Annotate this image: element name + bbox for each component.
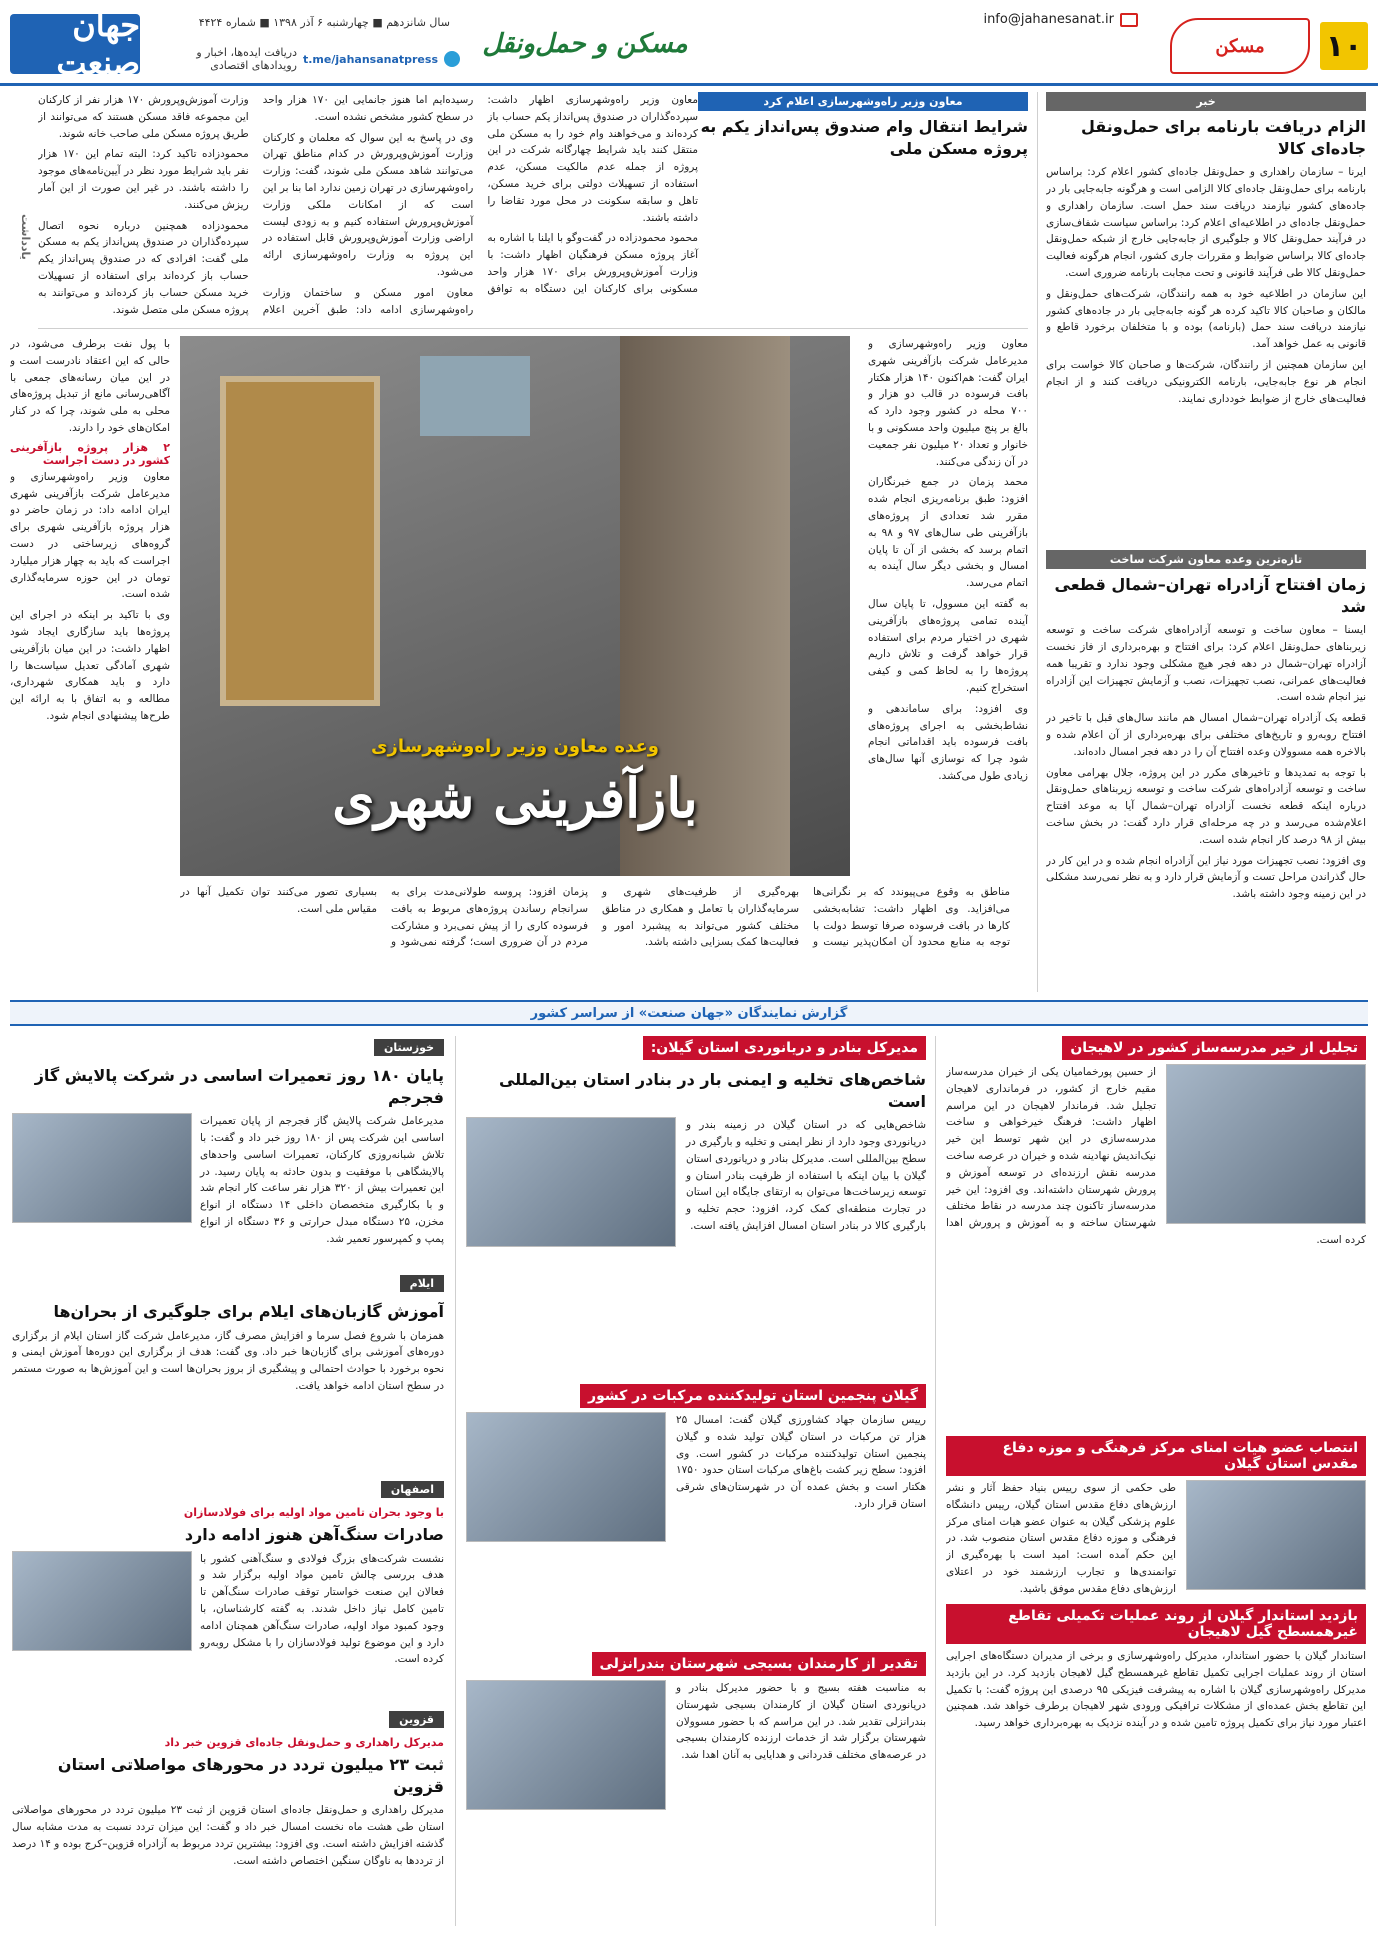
telegram-url: t.me/jahansanatpress [303,52,438,66]
article-headline: گیلان پنجمین استان تولیدکننده مرکبات در کشور [580,1384,926,1408]
article-kicker: تازه‌ترین وعده معاون شرکت ساخت [1046,550,1366,569]
telegram-link[interactable] [150,46,460,72]
region-tag: خوزستان [374,1039,444,1056]
article-body [1046,622,1366,903]
article-headline: تقدیر از کارمندان بسیجی شهرستان بندرانزلی [592,1652,926,1676]
article-headline: زمان افتتاح آزادراه تهران–شمال قطعی شد [1054,575,1366,616]
paragraph: وی در پاسخ به این سوال که معلمان و کارکنان وزارت آموزش‌وپرورش در کدام مناطق تهران می‌توانند شاهد مسکن ملی شوند، گفت: وزارت راه‌وشهرسازی در تهران زمین ندارد اما بنا بر این است که از امکانات ملکی وزارت آموزش‌وپرورش استفاده کنیم و به زودی لیست اراضی وزارت آموزش‌وپرورش قابل استفاده در این پروژه به وزارت راه‌وشهرسازی ارائه می‌شود. [262,131,474,278]
article-headline: انتصاب عضو هیات امنای مرکز فرهنگی و موزه دفاع مقدس استان گیلان [946,1436,1366,1476]
photo-window [420,356,530,436]
article-headline: شاخص‌های تخلیه و ایمنی بار در بنادر استان بین‌المللی است [498,1070,926,1111]
article-body: نشست شرکت‌های بزرگ فولادی و سنگ‌آهنی کشور با هدف بررسی چالش تامین مواد اولیه برگزار شد و فعالان این صنعت خواستار توقف صادرات سنگ‌آهن تا تامین کامل نیاز داخل شدند. به گفته کارشناسان، با وجود کمبود مواد اولیه، صادرات سنگ‌آهن همچنان ادامه دارد و این موضوع تولید فولادسازان را با مشکل روبه‌رو کرده است. [200,1552,444,1666]
paragraph: محمود محمودزاده در گفت‌وگو با ایلنا با اشاره به آغاز پروژه مسکن فرهنگیان اظهار داشت: با وزارت آموزش‌وپرورش برای ۱۷۰ هزار واحد مسکونی برای کارکنان این دستگاه به توافق رسیده‌ایم اما هنوز جانمایی این ۱۷۰ هزار واحد در سطح کشور مشخص نشده است. [262,94,699,295]
article-kicker: مدیرکل راهداری و حمل‌ونقل جاده‌ای قزوین خبر داد [164,1736,444,1749]
article-body: به مناسبت هفته بسیج و با حضور مدیرکل بنادر و دریانوردی استان گیلان از کارمندان بسیجی شهرستان بندرانزلی تقدیر شد. در این مراسم که با حضور مسوولان شهرستان برگزار شد از خدمات ارزنده کارمندان بسیجی در عرصه‌های مختلف قدردانی و هدایایی به آنان اهدا شد. [676,1682,926,1762]
article-body: مدیرکل راهداری و حمل‌ونقل جاده‌ای استان قزوین از ثبت ۲۳ میلیون تردد در محورهای مواصلاتی استان طی هشت ماه نخست امسال خبر داد و گفت: این میزان تردد نسبت به مدت مشابه سال گذشته افزایش داشته است. وی افزود: بیشترین تردد مربوط به آزادراه قزوین–کرج بوده و ۱۴ درصد از ترددها به ناوگان سنگین اختصاص داشته است. [12,1804,444,1867]
paragraph: قطعه یک آزادراه تهران–شمال امسال هم مانند سال‌های قبل با تاخیر در افتتاح روبه‌رو و تاریخ‌های مختلفی برای بهره‌برداری از آن اعلام شده و بالاخره همه مسوولان وعده افتتاح آن را در دهه فجر امسال داده‌اند. [1046,712,1366,758]
paragraph: محمودزاده تاکید کرد: البته تمام این ۱۷۰ هزار نفر باید شرایط مورد نظر در آیین‌نامه‌های موجود را داشته باشند. در غیر این صورت از این آمار ریزش می‌کنند. [38,148,249,211]
section-title: مسکن و حمل‌ونقل [482,29,688,59]
article-body: رییس سازمان جهاد کشاورزی گیلان گفت: امسال ۲۵ هزار تن مرکبات در استان گیلان تولید شده و گیلان پنجمین استان تولیدکننده مرکبات در کشور است. وی افزود: سطح زیر کشت باغ‌های مرکبات استان حدود ۱۷۵۰ هکتار است و بخش عمده آن در شهرستان‌های شرقی استان قرار دارد. [676,1414,926,1510]
article-headline-lead: مدیرکل بنادر و دریانوردی استان گیلان: [643,1036,926,1060]
article-gilan-citrus [466,1384,926,1644]
article-freeway [1046,550,1366,990]
article-headline: تجلیل از خیر مدرسه‌ساز کشور در لاهیجان [1062,1036,1366,1060]
article-body: از حسین پورخمامیان یکی از خیران مدرسه‌ساز مقیم خارج از کشور، در فرمانداری لاهیجان تجلیل شد. فرماندار لاهیجان در این مراسم اظهار داشت: فرهنگ خیرخواهی و ساخت مدرسه‌سازی در این شهر توسط این خیر نیک‌اندیش نهادینه شده و خیران در عرصه ساخت مدرسه نقش ارزنده‌ای در توسعه آموزش و پرورش شهرستان داشته‌اند. وی افزود: این خیر مدرسه‌ساز تاکنون چند مدرسه در نقاط مختلف شهرستان ساخته و به آموزش و پرورش اهدا کرده است. [946,1066,1366,1246]
subheading: ۲ هزار پروژه بازآفرینی کشور در دست اجراست [10,440,170,467]
issue-line: سال شانزدهم ■ چهارشنبه ۶ آذر ۱۳۹۸ ■ شماره ۴۴۲۴ [198,16,450,29]
article-lahijan [946,1036,1366,1428]
paragraph: وی افزود: برای ساماندهی و نشاط‌بخشی به اجرای پروژه‌های بافت فرسوده باید اقداماتی انجام شود چرا که نوسازی آنها سال‌های زیادی طول می‌کشد. [868,702,1028,782]
paragraph: معاون وزیر راه‌وشهرسازی و مدیرعامل شرکت بازآفرینی شهری ایران ادامه داد: در زمان حاضر دو هزار پروژه بازآفرینی شهری برای گروه‌های زیرساختی در دست اجراست که باید به چهار هزار میلیارد تومان در این حوزه سرمایه‌گذاری شده است. [10,470,170,601]
ports-director-photo [466,1117,676,1247]
regeneration-bottom [180,884,1010,992]
article-body: مدیرعامل شرکت پالایش گاز فجرجم از پایان تعمیرات اساسی این شرکت پس از ۱۸۰ روز خبر داد و گفت: با تلاش شبانه‌روزی کارکنان، تعمیرات اساسی واحدهای پالایشگاهی با موفقیت و بدون حادثه به پایان رسید. در این تعمیرات بیش از ۳۲۰ هزار نفر ساعت کار انجام شد و با بکارگیری متخصصان داخلی ۱۴ دستگاه از انواع مخزن، ۲۵ دستگاه مبدل حرارتی و ۳۶ دستگاه از انواع پمپ و کمپرسور تعمیر شد. [200,1115,444,1245]
article-headline: ثبت ۲۳ میلیون تردد در محورهای مواصلاتی استان قزوین [57,1755,444,1796]
article-headline: آموزش گازبان‌های ایلام برای جلوگیری از بحران‌ها [53,1302,444,1321]
paragraph: معاون وزیر راه‌وشهرسازی اظهار داشت: سپرده‌گذاران در صندوق پس‌انداز یکم حساب باز کرده‌اند و می‌خواهند وام خود را به مسکن ملی منتقل کنند باید شرایط چهارگانه شرکت در این پروژه از جمله عدم مالکیت مسکن، عدم استفاده از تسهیلات دولتی برای خرید مسکن، تاهل و سابقه سکونت در محل مورد تقاضا را داشته باشند. [487,94,698,224]
article-body: همزمان با شروع فصل سرما و افزایش مصرف گاز، مدیرعامل شرکت گاز استان ایلام از برگزاری دوره‌های آموزشی برای گازبان‌ها خبر داد. وی گفت: هدف از برگزاری این دوره‌ها آموزش ایمنی و نحوه برخورد با حوادث احتمالی و پیشگیری از بروز بحران‌ها است و این آموزش‌ها به صورت مستمر در سطح استان ادامه خواهد یافت. [12,1329,444,1392]
divider [38,328,1028,329]
paragraph: معاون امور مسکن و ساختمان وزارت راه‌وشهرسازی ادامه داد: طبق آخرین اعلام وزارت آموزش‌وپرورش ۱۷۰ هزار نفر از کارکنان این مجموعه فاقد مسکن هستند که می‌توانند از طریق پروژه مسکن ملی صاحب خانه شوند. [38,94,474,316]
paragraph: وی با تاکید بر اینکه در اجرای این پروژه‌ها باید سازگاری ایجاد شود اظهار داشت: در این میان بازآفرینی شهری آمادگی تعدیل سیاست‌ها را دارد و باید همکاری شهرداری، مطالعه و به اتفاق با به ارائه این طرح‌ها پیشنهادی انجام شود. [10,609,170,722]
article-body: استاندار گیلان با حضور استاندار، مدیرکل راه‌وشهرسازی و برخی از مدیران دستگاه‌های اجرایی استان از روند عملیات اجرایی تکمیل تقاطع غیرهمسطح گیل لاهیجان بازدید کرد. در این بازدید مدیرکل راه‌وشهرسازی گیلان با اشاره به پیشرفت فیزیکی ۹۵ درصدی این پروژه گفت: با تکمیل این تقاطع بخش عمده‌ای از مشکلات ترافیکی ورودی شهر لاهیجان برطرف خواهد شد. همچنین اعتبار مورد نیاز برای تکمیل پروژه تامین شده و در آینده نزدیک به بهره‌برداری خواهد رسید. [946,1650,1366,1730]
article-ilam [12,1272,444,1472]
lahijan-photo [1166,1064,1366,1224]
feature-photo [180,336,850,876]
article-khuzestan [12,1036,444,1266]
paragraph: معاون وزیر راه‌وشهرسازی و مدیرعامل شرکت بازآفرینی شهری ایران گفت: هم‌اکنون ۱۴۰ هزار هکتار بافت فرسوده در قالب دو هزار و ۷۰۰ محله در کشور وجود دارد که بالغ بر پنج میلیون واحد مسکونی و با خانوار و تعداد ۲۰ میلیون نفر جمعیت در آن زندگی می‌کنند. [868,338,1028,468]
appointee-photo [1186,1480,1366,1590]
article-gilan-basij [466,1652,926,1926]
steel-executive-photo [12,1551,192,1651]
mail-icon [1120,13,1138,27]
newspaper-logo: جهان صنعت [10,14,140,74]
email-address: info@jahanesanat.ir [983,12,1114,27]
article-body [10,336,170,725]
paragraph: ایسنا – معاون ساخت و توسعه آزادراه‌های شرکت ساخت و توسعه زیربناهای حمل‌ونقل اعلام کرد: برای افتتاح و بهره‌برداری از فاز نخست آزادراه تهران–شمال در دهه فجر هیچ مشکلی وجود ندارد و تقریبا همه فعالیت‌های عمرانی، نصب تجهیزات، نصب و آزمایش تجهیزات این آزادراه نیز انجام شده است. [1046,624,1366,704]
telegram-icon [444,51,460,67]
column-rule [1037,92,1038,992]
column-rule [935,1036,936,1926]
region-tag: قزوین [389,1711,444,1728]
article-body: طی حکمی از سوی رییس بنیاد حفظ آثار و نشر ارزش‌های دفاع مقدس استان گیلان، رییس دانشگاه علوم پزشکی گیلان به عنوان عضو هیات امنای مرکز فرهنگی و موزه دفاع مقدس استان منصوب شد. در این حکم آمده است: امید است با بهره‌گیری از توانمندی‌ها و تجارب ارزشمند خود در اعتلای ارزش‌های دفاع مقدس موفق باشید. [946,1482,1176,1595]
article-body [1046,164,1366,407]
article-headline: صادرات سنگ‌آهن هنوز ادامه دارد [184,1525,444,1544]
article-isfahan [12,1478,444,1702]
article-kicker: معاون وزیر راه‌وشهرسازی اعلام کرد [698,92,1028,111]
paragraph: به گفته این مسوول، تا پایان سال آینده تمامی پروژه‌های بازآفرینی شهری در اختیار مردم برای استفاده قرار خواهد گرفت و تلاش داریم پروژه‌ها را به لحاظ کمی و کیفی استخراج کنیم. [868,597,1028,694]
feature-title: بازآفرینی شهری [332,766,698,830]
article-gilan-culture [946,1436,1366,1596]
article-kicker: با وجود بحران تامین مواد اولیه برای فولادسازان [183,1506,444,1519]
region-tag: ایلام [400,1275,444,1292]
refinery-workers-photo [12,1113,192,1223]
paragraph: محمودزاده همچنین درباره نحوه اتصال سپرده‌گذاران در صندوق پس‌انداز یکم به مسکن ملی گفت: افرادی که در صندوق پس‌انداز یکم حساب باز کرده‌اند برای استفاده از تسهیلات خرید مسکن حساب باز کرده‌اند و می‌توانند به پروژه مسکن ملی متصل شوند. [38,219,249,316]
paragraph: این سازمان همچنین از رانندگان، شرکت‌ها و صاحبان کالا خواست برای انجام هر نوع جابه‌جایی، بارنامه الکترونیکی دریافت کنند و از انجام فعالیت‌های خارج از ضوابط خودداری نمایند. [1046,358,1366,405]
article-body: شاخص‌هایی که در استان گیلان در زمینه بندر و دریانوردی وجود دارد از نظر ایمنی و تخلیه و بارگیری در سطح بین‌المللی است. مدیرکل بنادر و دریانوردی استان گیلان با بیان اینکه با استفاده از ظرفیت بنادر استان و توسعه زیرساخت‌ها می‌توان به ارتقای جایگاه این استان در تجارت منطقه‌ای کمک کرد، افزود: حجم تخلیه و بارگیری کالا در بنادر استان امسال افزایش یافته است. [686,1119,926,1232]
paragraph: با توجه به تمدیدها و تاخیرهای مکرر در این پروژه، جلال بهرامی معاون ساخت و توسعه آزادراه‌های شرکت ساخت و توسعه زیربناهای حمل‌ونقل درباره اینکه قطعه نخست آزادراه تهران–شمال آیا به موعد افتتاح اعلام‌شده می‌رسد و در چه مرحله‌ای قرار دارد گفت: در بخش ساخت بیش از ۹۸ درصد کار انجام شده است. [1046,766,1366,846]
paragraph: مناطق به وقوع می‌پیوندد که بر نگرانی‌ها می‌افزاید. وی اظهار داشت: تشابه‌بخشی کارها در بافت فرسوده صرفا توسط دولت با توجه به منابع محدود آن امکان‌پذیر نیست و بهره‌گیری از ظرفیت‌های شهری و سرمایه‌گذاران با تعامل و همکاری در مناطق مختلف کشور می‌تواند به پیشبرد امور و فعالیت‌ها کمک بسزایی داشته باشد. [602,886,1010,949]
paragraph: وی افزود: نصب تجهیزات مورد نیاز این آزادراه انجام شده و در این کار در حال گذراندن مراحل تست و آزمایش قرار دارد و به نظر نمی‌رسد مشکلی در این زمینه وجود داشته باشد. [1046,854,1366,901]
side-note: یادداشت [19,214,32,260]
page-number: ۱۰ [1320,22,1368,70]
article-body [180,884,1010,951]
email-contact[interactable] [983,12,1138,27]
article-qazvin [12,1708,444,1926]
region-tag: اصفهان [381,1481,444,1498]
regeneration-col-right [868,336,1028,876]
telegram-label: دریافت ایده‌ها، اخبار و رویدادهای اقتصادی [196,46,297,72]
basij-ceremony-photo [466,1680,666,1810]
regeneration-col-left [10,336,170,876]
article-body [868,336,1028,785]
feature-kicker: وعده معاون وزیر راه‌وشهرسازی [371,736,659,757]
article-headline: الزام دریافت بارنامه برای حمل‌ونقل جاده‌ای کالا [1080,117,1366,158]
paragraph: این سازمان در اطلاعیه خود به همه رانندگان، شرکت‌های حمل‌ونقل و مالکان و صاحبان کالا تاکید کرده هر گونه جابه‌جایی بار در جاده‌های کشور نیازمند دریافت سند حمل (بارنامه) بوده و با متخلفان برخورد قاطع و قانونی به عمل خواهد آمد. [1046,287,1366,351]
article-kicker: خبر [1046,92,1366,111]
article-housing-fund [38,92,1028,324]
citrus-official-photo [466,1412,666,1542]
article-headline: شرایط انتقال وام صندوق پس‌انداز یکم به پروژه مسکن ملی [700,117,1028,158]
article-gilan-governor [946,1604,1366,1926]
article-headline: بازدید استاندار گیلان از روند عملیات تکمیلی تقاطع غیرهمسطح گیل لاهیجان [946,1604,1366,1644]
paragraph: ایرنا – سازمان راهداری و حمل‌ونقل جاده‌ای کشور اعلام کرد: براساس بارنامه برای حمل‌ونقل جاده‌ای کالا الزامی است و هرگونه جابه‌جایی بار در جاده‌های کشور نیازمند دریافت سند حمل است. سازمان راهداری و حمل‌ونقل جاده‌ای در اطلاعیه‌ای اعلام کرد: براساس سیاست شفاف‌سازی در فرآیند حمل‌ونقل کالا و جلوگیری از جابه‌جایی خارج از شبکه حمل‌ونقل جاده‌ای کالا براساس ضوابط و مقررات جاری کشور، انجام هرگونه فعالیت حمل‌ونقل کالا طی فرآیند قانونی و تحت مجابت بارنامه ضروری است. [1046,166,1366,279]
article-gilan-ports [466,1036,926,1376]
paragraph: با پول نفت برطرف می‌شود، در حالی که این اعتقاد نادرست است و در این میان رسانه‌های جمعی با آگاهی‌رسانی مانع از تبدیل پروژه‌های محلی به ملی شوند، چرا که در کنار امکان‌های خود را دارند. [10,338,170,434]
section-logo: مسکن [1170,18,1310,74]
article-body [38,92,698,318]
article-cargo [1046,92,1366,542]
column-rule [455,1036,456,1926]
photo-door [220,376,380,706]
masthead [0,0,1378,86]
paragraph: محمد پزمان در جمع خبرنگاران افزود: طبق برنامه‌ریزی انجام شده مقرر شد تعدادی از پروژه‌های بازآفرینی طی سال‌های ۹۷ و ۹۸ به اتمام برسد که بخشی از آن تا پایان امسال و بخشی دیگر سال آینده به اتمام می‌رسد. [868,476,1028,590]
article-headline: پایان ۱۸۰ روز تعمیرات اساسی در شرکت پالایش گاز فجرجم [34,1066,444,1107]
regional-reports-band: گزارش نمایندگان «جهان صنعت» از سراسر کشور [10,1000,1368,1026]
paragraph: پزمان افزود: پروسه طولانی‌مدت برای به سرانجام رساندن پروژه‌های مربوط به بافت فرسوده کاری را از پیش نمی‌برد و مشارکت مردم در آن ضروری است؛ گرفته نمی‌شود و بسیاری تصور می‌کنند توان تکمیل آنها در مقیاس ملی است. [180,886,588,949]
